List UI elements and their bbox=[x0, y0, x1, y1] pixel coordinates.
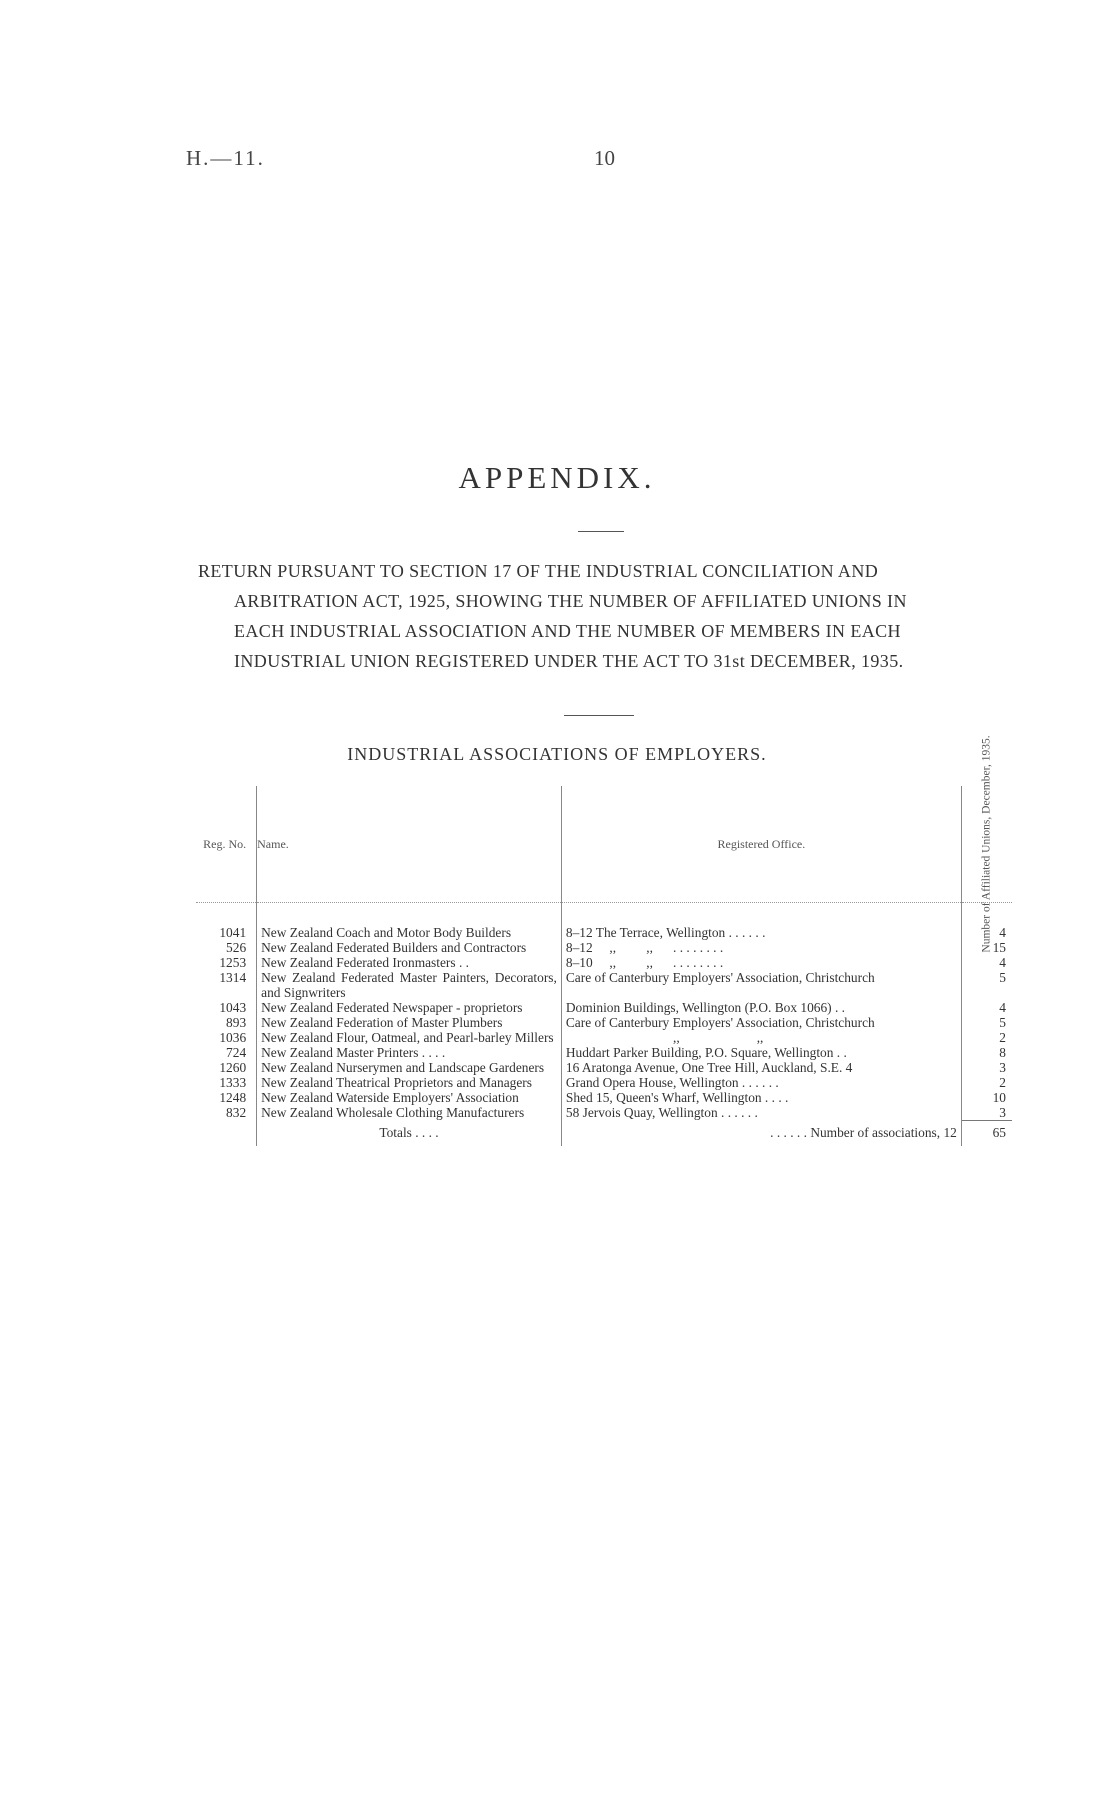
reg-no-cell: 724 bbox=[226, 1045, 247, 1060]
totals-unions: 65 bbox=[961, 1121, 1012, 1147]
office-cell: Huddart Parker Building, P.O. Square, Wellington . . bbox=[561, 1045, 961, 1060]
column-header-office: Registered Office. bbox=[561, 786, 961, 903]
office-cell: Care of Canterbury Employers' Association, Christchurch bbox=[561, 970, 961, 1000]
unions-cell: 8 bbox=[999, 1045, 1006, 1060]
return-heading bbox=[198, 556, 1008, 676]
name-cell: New Zealand Federation of Master Plumbers bbox=[257, 1015, 562, 1030]
column-header-unions-label: Number of Affiliated Unions, December, 1935. bbox=[980, 735, 993, 953]
office-cell: 8–12 ,, ,, . . . . . . . . bbox=[561, 940, 961, 955]
reg-no-cell: 1314 bbox=[219, 970, 247, 985]
return-heading-line: INDUSTRIAL UNION REGISTERED UNDER THE ACT TO 31st DECEMBER, 1935. bbox=[234, 651, 904, 671]
table-row bbox=[196, 1000, 1012, 1015]
office-cell: Care of Canterbury Employers' Association, Christchurch bbox=[561, 1015, 961, 1030]
name-cell: New Zealand Waterside Employers' Association bbox=[257, 1090, 562, 1105]
unions-cell: 3 bbox=[999, 1105, 1006, 1120]
reg-no-cell: 1043 bbox=[219, 1000, 247, 1015]
name-cell: New Zealand Federated Newspaper - proprietors bbox=[257, 1000, 562, 1015]
table-header-row bbox=[196, 786, 1012, 903]
table-row bbox=[196, 970, 1012, 1000]
name-cell: New Zealand Master Printers . . . . bbox=[257, 1045, 562, 1060]
reg-no-cell: 526 bbox=[226, 940, 247, 955]
reg-no-cell: 1253 bbox=[219, 955, 247, 970]
unions-cell: 4 bbox=[999, 1000, 1006, 1015]
table-row bbox=[196, 1105, 1012, 1121]
column-header-name: Name. bbox=[257, 786, 562, 903]
table-row bbox=[196, 1090, 1012, 1105]
totals-associations: . . . . . . Number of associations, 12 bbox=[561, 1121, 961, 1147]
office-cell: Grand Opera House, Wellington . . . . . . bbox=[561, 1075, 961, 1090]
table-row bbox=[196, 1060, 1012, 1075]
office-cell: 8–10 ,, ,, . . . . . . . . bbox=[561, 955, 961, 970]
name-cell: New Zealand Theatrical Proprietors and Managers bbox=[257, 1075, 562, 1090]
return-heading-line: ARBITRATION ACT, 1925, SHOWING THE NUMBER OF AFFILIATED UNIONS IN bbox=[234, 591, 907, 611]
name-cell: New Zealand Federated Builders and Contractors bbox=[257, 940, 562, 955]
unions-cell: 2 bbox=[999, 1030, 1006, 1045]
name-cell: New Zealand Coach and Motor Body Builders bbox=[257, 903, 562, 941]
name-cell: New Zealand Federated Ironmasters . . bbox=[257, 955, 562, 970]
unions-cell: 10 bbox=[992, 1090, 1006, 1105]
table-row bbox=[196, 940, 1012, 955]
page-number: 10 bbox=[594, 146, 615, 170]
table-row bbox=[196, 1045, 1012, 1060]
name-cell: New Zealand Nurserymen and Landscape Gardeners bbox=[257, 1060, 562, 1075]
reg-no-cell: 1041 bbox=[219, 925, 247, 940]
name-cell: New Zealand Flour, Oatmeal, and Pearl-barley Millers bbox=[257, 1030, 562, 1045]
totals-blank-cell bbox=[196, 1121, 257, 1147]
table-body bbox=[196, 903, 1012, 1147]
heading-divider bbox=[564, 715, 634, 716]
reg-no-cell: 1248 bbox=[219, 1090, 247, 1105]
table-row bbox=[196, 1015, 1012, 1030]
table-row bbox=[196, 1075, 1012, 1090]
title-divider bbox=[578, 531, 624, 532]
reg-no-cell: 1260 bbox=[219, 1060, 247, 1075]
table-row bbox=[196, 1030, 1012, 1045]
page-reference: H.—11. bbox=[186, 146, 265, 170]
name-cell: New Zealand Federated Master Painters, Decorators, and Signwriters bbox=[257, 970, 562, 1000]
office-cell: 16 Aratonga Avenue, One Tree Hill, Auckland, S.E. 4 bbox=[561, 1060, 961, 1075]
totals-row bbox=[196, 1121, 1012, 1147]
totals-label: Totals . . . . bbox=[257, 1121, 562, 1147]
return-heading-line: RETURN PURSUANT TO SECTION 17 OF THE INDUSTRIAL CONCILIATION AND bbox=[198, 561, 879, 581]
appendix-title: APPENDIX. bbox=[458, 460, 656, 495]
office-cell: Shed 15, Queen's Wharf, Wellington . . . . bbox=[561, 1090, 961, 1105]
unions-cell: 15 bbox=[992, 940, 1006, 955]
unions-cell: 2 bbox=[999, 1075, 1006, 1090]
unions-cell: 4 bbox=[999, 955, 1006, 970]
name-cell: New Zealand Wholesale Clothing Manufacturers bbox=[257, 1105, 562, 1121]
office-cell: Dominion Buildings, Wellington (P.O. Box 1066) . . bbox=[561, 1000, 961, 1015]
unions-cell: 4 bbox=[999, 925, 1006, 940]
office-cell: ,, ,, bbox=[561, 1030, 961, 1045]
office-cell: 58 Jervois Quay, Wellington . . . . . . bbox=[561, 1105, 961, 1121]
office-cell: 8–12 The Terrace, Wellington . . . . . . bbox=[561, 903, 961, 941]
return-heading-line: EACH INDUSTRIAL ASSOCIATION AND THE NUMBER OF MEMBERS IN EACH bbox=[234, 621, 901, 641]
reg-no-cell: 1333 bbox=[219, 1075, 247, 1090]
unions-cell: 3 bbox=[999, 1060, 1006, 1075]
column-header-reg-no: Reg. No. bbox=[196, 786, 257, 903]
reg-no-cell: 832 bbox=[226, 1105, 247, 1120]
table-row bbox=[196, 903, 1012, 941]
unions-cell: 5 bbox=[999, 970, 1006, 985]
table-row bbox=[196, 955, 1012, 970]
reg-no-cell: 893 bbox=[226, 1015, 247, 1030]
section-title: INDUSTRIAL ASSOCIATIONS OF EMPLOYERS. bbox=[347, 744, 767, 764]
unions-cell: 5 bbox=[999, 1015, 1006, 1030]
reg-no-cell: 1036 bbox=[219, 1030, 247, 1045]
